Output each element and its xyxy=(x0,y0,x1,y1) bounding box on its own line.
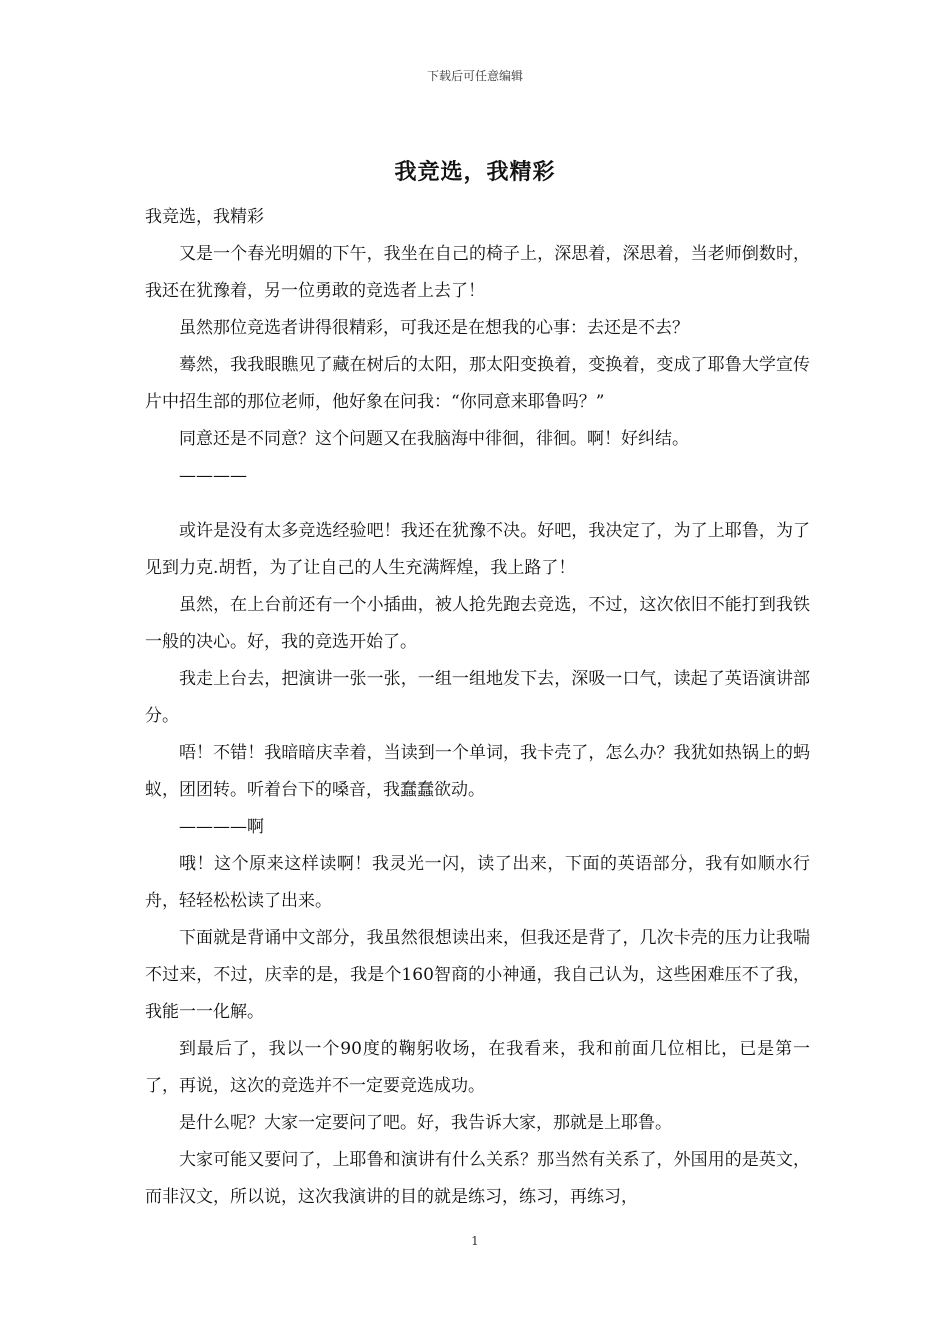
paragraph: 大家可能又要问了，上耶鲁和演讲有什么关系？那当然有关系了，外国用的是英文，而非汉文，所以说，这次我演讲的目的就是练习，练习，再练习， xyxy=(145,1150,810,1207)
paragraph: 同意还是不同意？这个问题又在我脑海中徘徊，徘徊。啊！好纠结。 xyxy=(179,429,689,449)
paragraph: 到最后了，我以一个90度的鞠躬收场，在我看来，我和前面几位相比，已是第一了，再说，这次的竞选并不一定要竞选成功。 xyxy=(145,1039,810,1096)
paragraph: 虽然，在上台前还有一个小插曲，被人抢先跑去竞选，不过，这次依旧不能打到我铁一般的决心。好，我的竞选开始了。 xyxy=(145,595,810,652)
paragraph-subtitle: 我竞选，我精彩 xyxy=(145,207,264,227)
paragraph: 我走上台去，把演讲一张一张，一组一组地发下去，深吸一口气，读起了英语演讲部分。 xyxy=(145,669,810,726)
paragraph-dash: ————啊 xyxy=(179,817,264,837)
document-body xyxy=(145,199,810,1216)
paragraph: 下面就是背诵中文部分，我虽然很想读出来，但我还是背了，几次卡壳的压力让我喘不过来，不过，庆幸的是，我是个160智商的小神通，我自己认为，这些困难压不了我，我能一一化解。 xyxy=(145,928,810,1022)
paragraph: 或许是没有太多竞选经验吧！我还在犹豫不决。好吧，我决定了，为了上耶鲁，为了见到力克.胡哲，为了让自己的人生充满辉煌，我上路了！ xyxy=(145,521,810,578)
paragraph: 虽然那位竞选者讲得很精彩，可我还是在想我的心事：去还是不去？ xyxy=(179,318,689,338)
paragraph: 蓦然，我我眼瞧见了藏在树后的太阳，那太阳变换着，变换着，变成了耶鲁大学宣传片中招生部的那位老师，他好象在问我：“你同意来耶鲁吗？” xyxy=(145,355,810,412)
paragraph: 哦！这个原来这样读啊！我灵光一闪，读了出来，下面的英语部分，我有如顺水行舟，轻轻松松读了出来。 xyxy=(145,854,810,911)
document-title: 我竞选，我精彩 xyxy=(394,159,556,185)
page-number: 1 xyxy=(471,1234,479,1248)
paragraph: 是什么呢？大家一定要问了吧。好，我告诉大家，那就是上耶鲁。 xyxy=(179,1113,672,1133)
paragraph: 又是一个春光明媚的下午，我坐在自己的椅子上，深思着，深思着，当老师倒数时，我还在犹豫着，另一位勇敢的竞选者上去了！ xyxy=(145,244,810,301)
page-header: 下载后可任意编辑 xyxy=(426,69,523,83)
paragraph-dash: ———— xyxy=(179,466,247,486)
paragraph: 唔！不错！我暗暗庆幸着，当读到一个单词，我卡壳了，怎么办？我犹如热锅上的蚂蚁，团团转。听着台下的嗓音，我蠢蠢欲动。 xyxy=(145,743,810,800)
